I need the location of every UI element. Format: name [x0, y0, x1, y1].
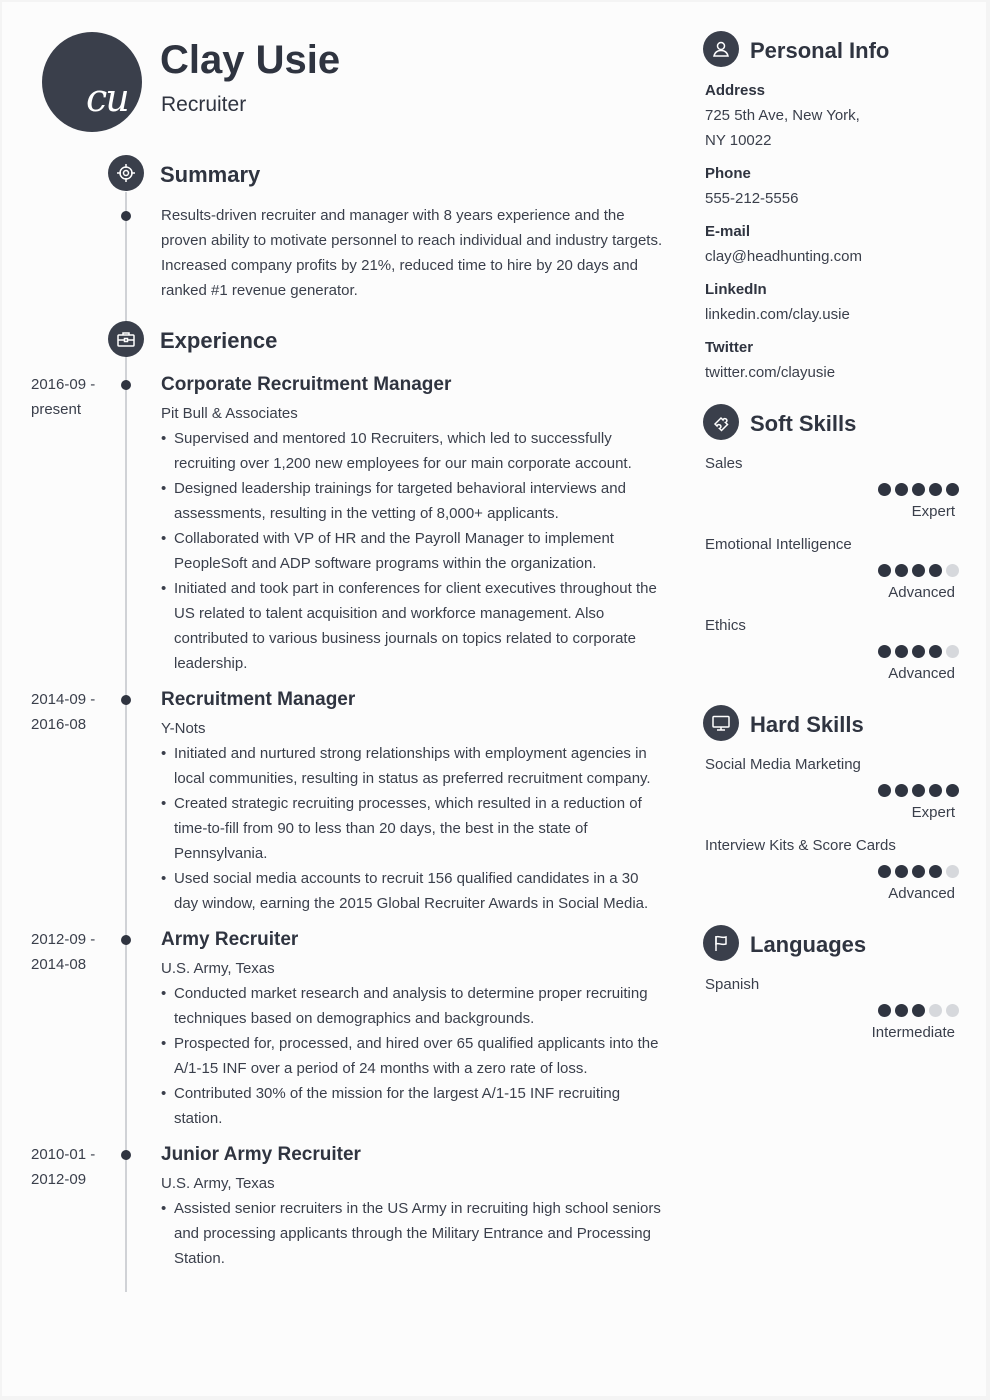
- job-date-start: 2016-09 -: [31, 376, 96, 393]
- job-bullet: • Initiated and nurtured strong relationships with employment agencies in local communities, resulting in status as preferred recruitment company.: [161, 741, 666, 791]
- skill-rating: [878, 865, 959, 878]
- job-title: Recruitment Manager: [161, 689, 356, 710]
- language-level: Intermediate: [871, 1024, 955, 1041]
- twitter-label: Twitter: [705, 339, 754, 356]
- rating-dot-empty: [946, 564, 959, 577]
- address-label: Address: [705, 82, 766, 99]
- job-bullet: • Initiated and took part in conferences for client executives throughout the US related to talent acquisition and workforce management. Also contributed to various business journals on topics related to corporate leadership.: [161, 576, 666, 676]
- job-bullet: • Conducted market research and analysis to determine proper recruiting techniques based on demographics and backgrounds.: [161, 981, 666, 1031]
- language-name: Spanish: [705, 976, 760, 993]
- skill-name: Emotional Intelligence: [705, 536, 852, 553]
- job-date-end: 2014-08: [31, 956, 87, 973]
- job-bullets: [161, 741, 666, 916]
- job-dates: [31, 372, 95, 422]
- job-bullet: • Supervised and mentored 10 Recruiters, which led to successfully recruiting over 1,200 new employees for our main corporate account.: [161, 426, 666, 476]
- linkedin-value: linkedin.com/clay.usie: [705, 306, 850, 323]
- rating-dot-filled: [878, 784, 891, 797]
- job-title: Junior Army Recruiter: [161, 1144, 361, 1165]
- job-date-start: 2014-09 -: [31, 691, 96, 708]
- address-line-2: NY 10022: [705, 132, 772, 149]
- timeline-dot: [121, 211, 131, 221]
- rating-dot-filled: [912, 784, 925, 797]
- job-title: Army Recruiter: [161, 929, 299, 950]
- rating-dot-filled: [878, 865, 891, 878]
- rating-dot-empty: [946, 865, 959, 878]
- timeline-dot: [121, 1150, 131, 1160]
- job-dates: [31, 687, 95, 737]
- user-icon: [703, 31, 739, 67]
- email-value: clay@headhunting.com: [705, 248, 862, 265]
- skill-rating: [878, 784, 959, 797]
- job-company: Y-Nots: [161, 720, 206, 737]
- soft-skills-heading: Soft Skills: [750, 411, 857, 436]
- skill-level: Advanced: [888, 584, 955, 601]
- job-bullet: • Used social media accounts to recruit 156 qualified candidates in a 30 day window, earning the 2015 Global Recruiter Awards in Social Media.: [161, 866, 666, 916]
- phone-value: 555-212-5556: [705, 190, 799, 207]
- job-dates: [31, 1142, 95, 1192]
- summary-text: Results-driven recruiter and manager with 8 years experience and the proven ability to motivate personnel to reach individual and industry targets. Increased company profits by 21%, reduced time to hire by 20 days and ranked #1 revenue generator.: [161, 207, 663, 299]
- monitor-icon: [703, 705, 739, 741]
- target-icon: [108, 155, 144, 191]
- avatar: [42, 32, 142, 132]
- job-date-end: 2016-08: [31, 716, 87, 733]
- rating-dot-filled: [929, 784, 942, 797]
- skill-name: Interview Kits & Score Cards: [705, 837, 896, 854]
- language-rating: [878, 1004, 959, 1017]
- skill-rating: [878, 645, 959, 658]
- twitter-value: twitter.com/clayusie: [705, 364, 836, 381]
- rating-dot-empty: [946, 645, 959, 658]
- linkedin-label: LinkedIn: [705, 281, 767, 298]
- job-company: Pit Bull & Associates: [161, 405, 298, 422]
- puzzle-icon: [703, 404, 739, 440]
- skill-rating: [878, 483, 959, 496]
- rating-dot-filled: [895, 564, 908, 577]
- skill-rating: [878, 564, 959, 577]
- rating-dot-filled: [946, 483, 959, 496]
- rating-dot-filled: [878, 1004, 891, 1017]
- timeline-dot: [121, 695, 131, 705]
- job-bullet: • Created strategic recruiting processes, which resulted in a reduction of time-to-fill from 90 to less than 20 days, the best in the state of Pennsylvania.: [161, 791, 666, 866]
- briefcase-icon: [108, 321, 144, 357]
- job-bullet: • Prospected for, processed, and hired over 65 qualified applicants into the A/1-15 INF over a period of 24 months with a zero rate of loss.: [161, 1031, 666, 1081]
- skill-name: Ethics: [705, 617, 746, 634]
- rating-dot-filled: [878, 483, 891, 496]
- personal-info-heading: Personal Info: [750, 38, 890, 63]
- job-dates: [31, 927, 95, 977]
- skill-name: Social Media Marketing: [705, 756, 861, 773]
- timeline-dot: [121, 380, 131, 390]
- languages-heading: Languages: [750, 932, 867, 957]
- hard-skills-heading: Hard Skills: [750, 712, 864, 737]
- job-date-start: 2012-09 -: [31, 931, 96, 948]
- job-company: U.S. Army, Texas: [161, 1175, 275, 1192]
- job-bullet: • Collaborated with VP of HR and the Payroll Manager to implement PeopleSoft and ADP software programs within the organization.: [161, 526, 666, 576]
- job-bullets: [161, 426, 666, 676]
- job-company: U.S. Army, Texas: [161, 960, 275, 977]
- job-date-start: 2010-01 -: [31, 1146, 96, 1163]
- rating-dot-filled: [878, 645, 891, 658]
- skill-level: Expert: [911, 804, 955, 821]
- address-line-1: 725 5th Ave, New York,: [705, 107, 860, 124]
- candidate-title: Recruiter: [161, 93, 247, 116]
- candidate-name: Clay Usie: [160, 38, 341, 82]
- rating-dot-empty: [929, 1004, 942, 1017]
- skill-level: Expert: [911, 503, 955, 520]
- rating-dot-filled: [912, 865, 925, 878]
- job-bullets: [161, 981, 666, 1131]
- rating-dot-filled: [895, 1004, 908, 1017]
- rating-dot-filled: [929, 483, 942, 496]
- skill-name: Sales: [705, 455, 743, 472]
- skill-level: Advanced: [888, 665, 955, 682]
- rating-dot-filled: [946, 784, 959, 797]
- rating-dot-filled: [895, 784, 908, 797]
- job-bullet: • Designed leadership trainings for targeted behavioral interviews and assessments, resulting in the vetting of 8,000+ applicants.: [161, 476, 666, 526]
- job-date-end: present: [31, 401, 82, 418]
- rating-dot-filled: [929, 645, 942, 658]
- resume-page: [2, 2, 986, 1396]
- job-title: Corporate Recruitment Manager: [161, 374, 452, 395]
- phone-label: Phone: [705, 165, 751, 182]
- avatar-initials: cu: [86, 76, 128, 120]
- job-date-end: 2012-09: [31, 1171, 87, 1188]
- rating-dot-filled: [912, 645, 925, 658]
- skill-level: Advanced: [888, 885, 955, 902]
- rating-dot-filled: [895, 645, 908, 658]
- summary-heading: Summary: [160, 162, 261, 187]
- rating-dot-filled: [929, 865, 942, 878]
- job-bullets: [161, 1196, 666, 1271]
- rating-dot-filled: [912, 564, 925, 577]
- rating-dot-filled: [895, 865, 908, 878]
- timeline-dot: [121, 935, 131, 945]
- rating-dot-filled: [929, 564, 942, 577]
- flag-icon: [703, 925, 739, 961]
- experience-heading: Experience: [160, 328, 278, 353]
- job-bullet: • Assisted senior recruiters in the US Army in recruiting high school seniors and processing applicants through the Military Entrance and Processing Station.: [161, 1196, 666, 1271]
- job-bullet: • Contributed 30% of the mission for the largest A/1-15 INF recruiting station.: [161, 1081, 666, 1131]
- rating-dot-filled: [895, 483, 908, 496]
- rating-dot-empty: [946, 1004, 959, 1017]
- email-label: E-mail: [705, 223, 751, 240]
- rating-dot-filled: [912, 1004, 925, 1017]
- timeline-line: [125, 192, 127, 1292]
- rating-dot-filled: [878, 564, 891, 577]
- rating-dot-filled: [912, 483, 925, 496]
